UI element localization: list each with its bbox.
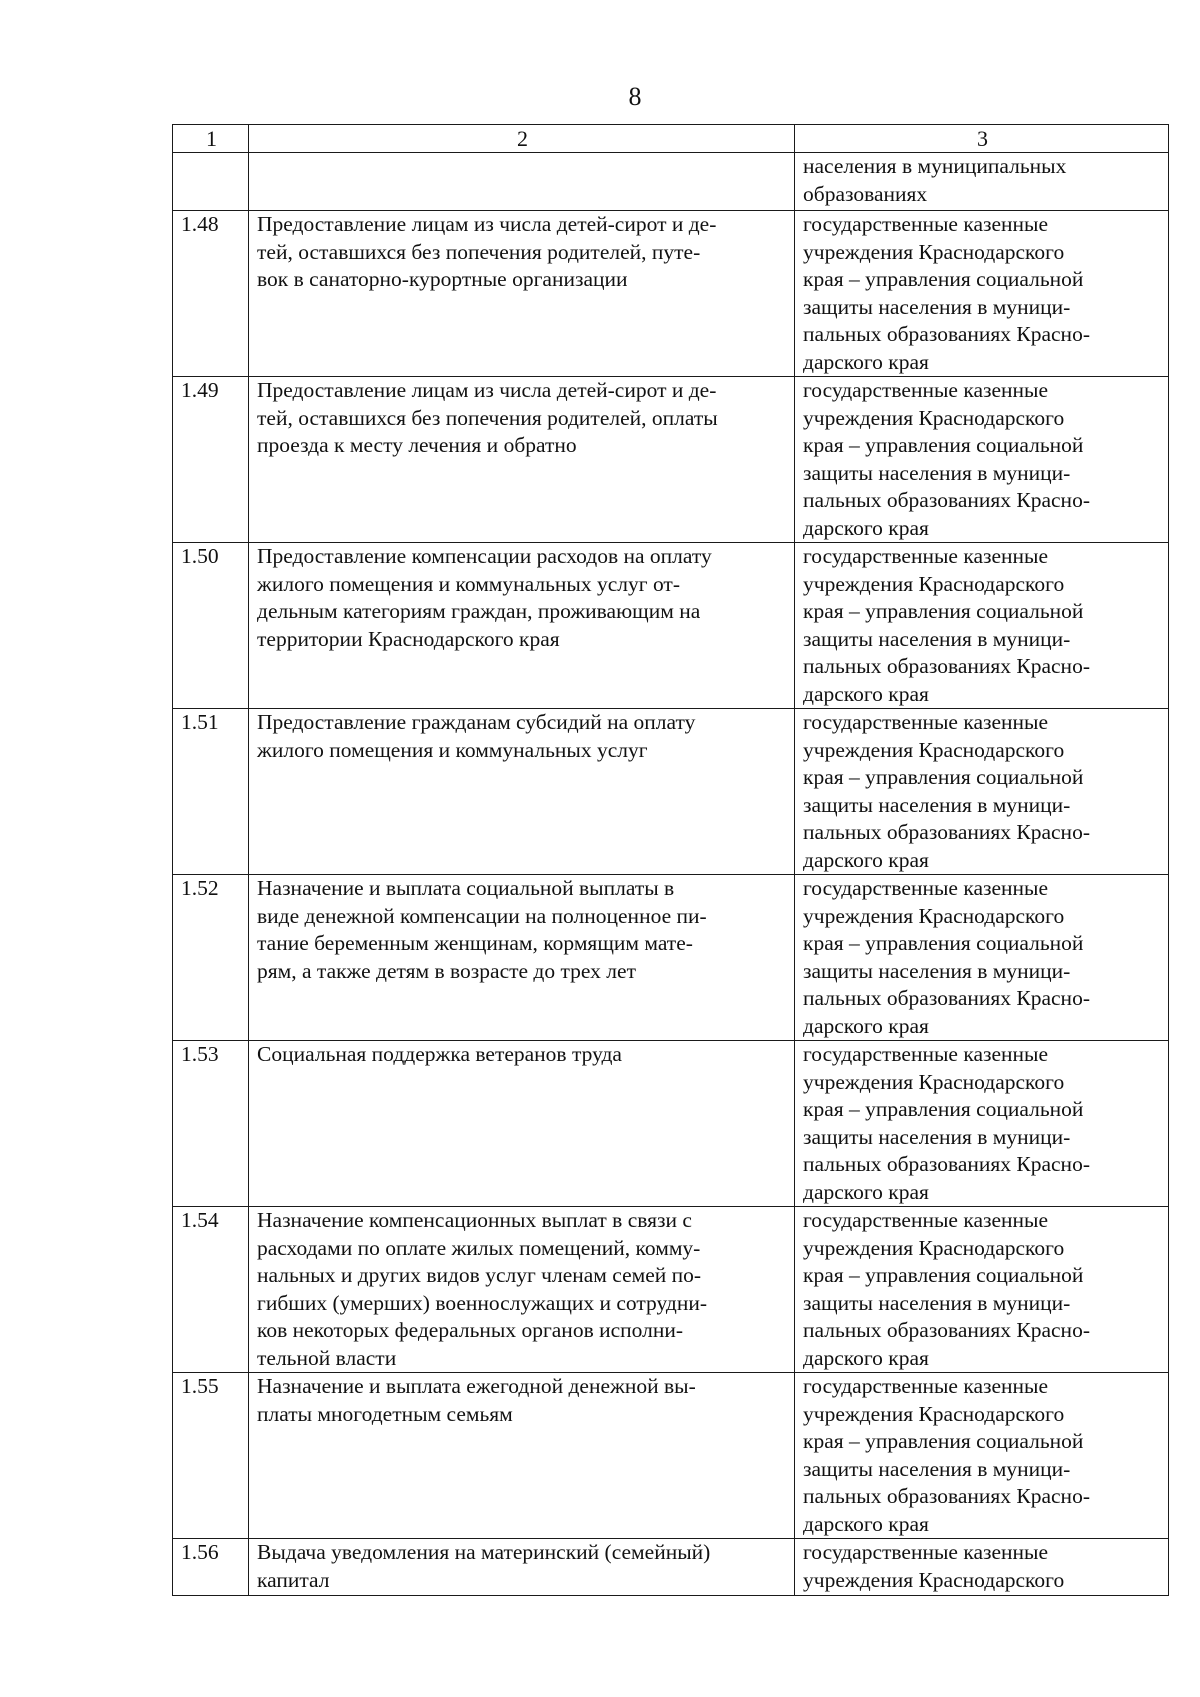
agency-line: дарского края <box>803 349 929 374</box>
responsible-agency <box>795 1539 1169 1596</box>
service-line: платы многодетным семьям <box>257 1401 513 1426</box>
column-header-2: 2 <box>249 125 795 153</box>
table-body <box>173 153 1169 1596</box>
service-name <box>249 153 795 211</box>
service-line: ков некоторых федеральных органов исполни- <box>257 1318 684 1342</box>
service-line: Назначение и выплата ежегодной денежной вы- <box>257 1374 696 1398</box>
row-number: 1.49 <box>173 377 249 543</box>
service-line: капитал <box>257 1567 330 1592</box>
agency-line: государственные казенные <box>803 544 1049 568</box>
agency-line: государственные казенные <box>803 710 1049 734</box>
row-number: 1.48 <box>173 211 249 377</box>
table-header <box>173 125 1169 153</box>
responsible-agency <box>795 1207 1169 1373</box>
service-line: проезда к месту лечения и обратно <box>257 433 577 457</box>
agency-line: государственные казенные <box>803 1208 1049 1232</box>
agency-line: дарского края <box>803 515 929 540</box>
agency-line: защиты населения в муници- <box>803 460 1071 485</box>
agency-line: государственные казенные <box>803 1540 1049 1564</box>
agency-line: защиты населения в муници- <box>803 1124 1071 1149</box>
responsible-agency <box>795 1041 1169 1207</box>
agency-line: учреждения Краснодарского <box>803 1235 1065 1260</box>
responsible-agency <box>795 709 1169 875</box>
service-line: тей, оставшихся без попечения родителей, путе- <box>257 239 701 264</box>
agency-line: края – управления социальной <box>803 267 1084 291</box>
column-header-1: 1 <box>173 125 249 153</box>
service-name <box>249 1373 795 1539</box>
row-number: 1.52 <box>173 875 249 1041</box>
row-number: 1.54 <box>173 1207 249 1373</box>
agency-line: дарского края <box>803 681 929 706</box>
service-line: тание беременным женщинам, кормящим мате- <box>257 931 693 955</box>
table-row <box>173 1539 1169 1596</box>
row-number: 1.53 <box>173 1041 249 1207</box>
service-line: тей, оставшихся без попечения родителей, оплаты <box>257 405 718 430</box>
responsible-agency <box>795 153 1169 211</box>
service-line: Выдача уведомления на материнский (семейный) <box>257 1540 711 1564</box>
agency-line: образованиях <box>803 181 928 206</box>
responsible-agency <box>795 377 1169 543</box>
service-line: вок в санаторно-курортные организации <box>257 267 628 291</box>
service-name <box>249 211 795 377</box>
agency-line: государственные казенные <box>803 1374 1049 1398</box>
agency-line: защиты населения в муници- <box>803 1290 1071 1315</box>
agency-line: пальных образованиях Красно- <box>803 488 1090 512</box>
agency-line: дарского края <box>803 847 929 872</box>
agency-line: государственные казенные <box>803 212 1049 236</box>
service-name <box>249 709 795 875</box>
service-name <box>249 1539 795 1596</box>
row-number: 1.56 <box>173 1539 249 1596</box>
service-line: Предоставление гражданам субсидий на оплату <box>257 710 696 734</box>
agency-line: края – управления социальной <box>803 433 1084 457</box>
services-table <box>172 124 1169 1596</box>
responsible-agency <box>795 1373 1169 1539</box>
table-row <box>173 1373 1169 1539</box>
responsible-agency <box>795 211 1169 377</box>
service-line: Предоставление лицам из числа детей-сирот и де- <box>257 212 717 236</box>
service-line: расходами по оплате жилых помещений, комму- <box>257 1235 701 1260</box>
agency-line: края – управления социальной <box>803 931 1084 955</box>
agency-line: пальных образованиях Красно- <box>803 1484 1090 1508</box>
header-row <box>173 125 1169 153</box>
agency-line: дарского края <box>803 1345 929 1370</box>
agency-line: учреждения Краснодарского <box>803 1567 1065 1592</box>
agency-line: учреждения Краснодарского <box>803 571 1065 596</box>
agency-line: пальных образованиях Красно- <box>803 1152 1090 1176</box>
table-row <box>173 153 1169 211</box>
service-line: Назначение и выплата социальной выплаты в <box>257 876 675 900</box>
row-number: 1.50 <box>173 543 249 709</box>
service-line: Назначение компенсационных выплат в связи с <box>257 1208 692 1232</box>
agency-line: защиты населения в муници- <box>803 1456 1071 1481</box>
agency-line: пальных образованиях Красно- <box>803 322 1090 346</box>
agency-line: дарского края <box>803 1013 929 1038</box>
service-line: виде денежной компенсации на полноценное пи- <box>257 903 707 928</box>
service-line: Предоставление лицам из числа детей-сирот и де- <box>257 378 717 402</box>
agency-line: государственные казенные <box>803 1042 1049 1066</box>
service-line: дельным категориям граждан, проживающим на <box>257 599 701 623</box>
agency-line: дарского края <box>803 1179 929 1204</box>
agency-line: учреждения Краснодарского <box>803 1069 1065 1094</box>
agency-line: защиты населения в муници- <box>803 792 1071 817</box>
agency-line: края – управления социальной <box>803 599 1084 623</box>
service-name <box>249 543 795 709</box>
agency-line: защиты населения в муници- <box>803 626 1071 651</box>
agency-line: учреждения Краснодарского <box>803 903 1065 928</box>
table-row <box>173 377 1169 543</box>
service-line: Социальная поддержка ветеранов труда <box>257 1042 622 1066</box>
agency-line: пальных образованиях Красно- <box>803 820 1090 844</box>
agency-line: края – управления социальной <box>803 1097 1084 1121</box>
agency-line: пальных образованиях Красно- <box>803 1318 1090 1342</box>
page-number: 8 <box>628 82 642 111</box>
agency-line: дарского края <box>803 1511 929 1536</box>
service-line: территории Краснодарского края <box>257 626 560 651</box>
row-number: 1.55 <box>173 1373 249 1539</box>
agency-line: пальных образованиях Красно- <box>803 654 1090 678</box>
agency-line: края – управления социальной <box>803 1429 1084 1453</box>
service-line: жилого помещения и коммунальных услуг от- <box>257 571 680 596</box>
table-row <box>173 1041 1169 1207</box>
table-row <box>173 211 1169 377</box>
service-name <box>249 377 795 543</box>
service-name <box>249 1207 795 1373</box>
table-row <box>173 1207 1169 1373</box>
agency-line: края – управления социальной <box>803 1263 1084 1287</box>
agency-line: учреждения Краснодарского <box>803 405 1065 430</box>
responsible-agency <box>795 875 1169 1041</box>
service-name <box>249 1041 795 1207</box>
service-name <box>249 875 795 1041</box>
table-row <box>173 709 1169 875</box>
service-line: Предоставление компенсации расходов на оплату <box>257 544 712 568</box>
agency-line: пальных образованиях Красно- <box>803 986 1090 1010</box>
agency-line: защиты населения в муници- <box>803 294 1071 319</box>
service-line: рям, а также детям в возрасте до трех лет <box>257 958 636 983</box>
table-row <box>173 543 1169 709</box>
service-line: жилого помещения и коммунальных услуг <box>257 737 648 762</box>
agency-line: защиты населения в муници- <box>803 958 1071 983</box>
agency-line: государственные казенные <box>803 876 1049 900</box>
service-line: тельной власти <box>257 1345 397 1370</box>
table-row <box>173 875 1169 1041</box>
agency-line: учреждения Краснодарского <box>803 737 1065 762</box>
service-line: нальных и других видов услуг членам семей по- <box>257 1263 702 1287</box>
agency-line: учреждения Краснодарского <box>803 239 1065 264</box>
agency-line: населения в муниципальных <box>803 154 1067 178</box>
agency-line: края – управления социальной <box>803 765 1084 789</box>
agency-line: учреждения Краснодарского <box>803 1401 1065 1426</box>
agency-line: государственные казенные <box>803 378 1049 402</box>
service-line: гибших (умерших) военнослужащих и сотрудни- <box>257 1290 708 1315</box>
row-number: 1.51 <box>173 709 249 875</box>
row-number <box>173 153 249 211</box>
column-header-3: 3 <box>795 125 1169 153</box>
responsible-agency <box>795 543 1169 709</box>
